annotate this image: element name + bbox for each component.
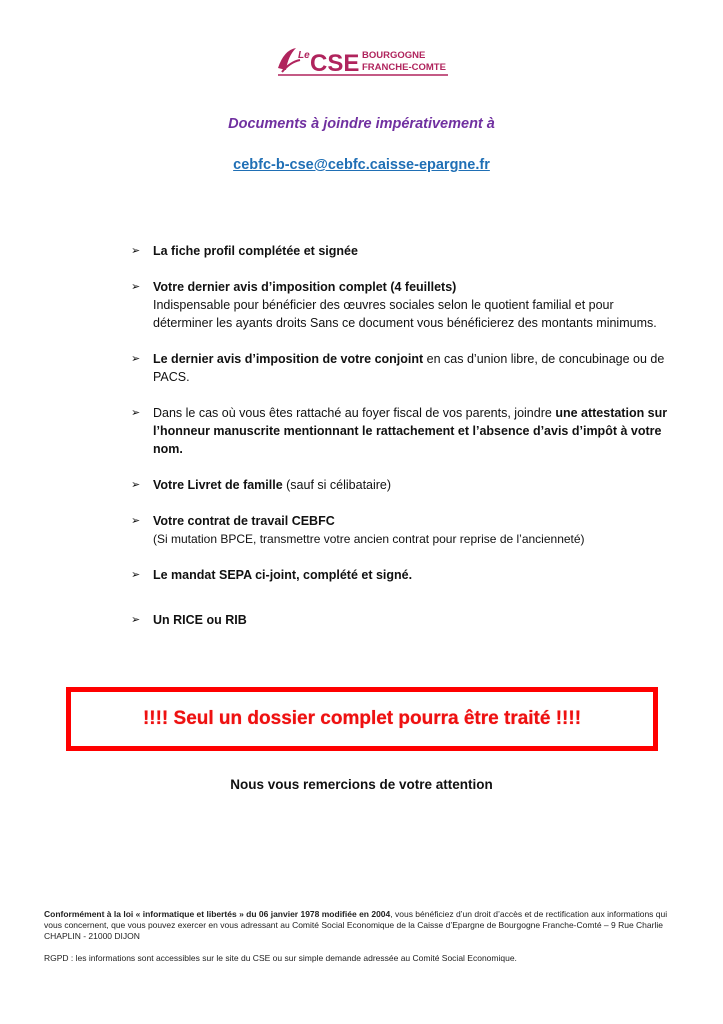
legal-notice: Conformément à la loi « informatique et libertés » du 06 janvier 1978 modifiée en 2004, vous bénéficiez d’un droit d’accès et de rectification aux informations qui vous concernent, que vous pouvez exercer en vous adressant au Comité Social Economique de la Caisse d’Epargne de Bourgogne Franche-Comté – 9 Rue Charlie CHAPLIN - 21000 DIJON xyxy=(44,909,668,941)
arrow-bullet-icon: ➢ xyxy=(131,479,141,491)
list-item-fiche-profil: ➢ La fiche profil complétée et signée xyxy=(131,244,358,258)
rgpd-notice: RGPD : les informations sont accessibles sur le site du CSE ou sur simple demande adressée au Comité Social Economique. xyxy=(44,953,517,963)
email-link[interactable]: cebfc-b-cse@cebfc.caisse-epargne.fr xyxy=(233,157,490,173)
list-item-livret-famille: ➢ Votre Livret de famille (sauf si célibataire) xyxy=(131,478,392,492)
logo-brand: CSE xyxy=(310,50,360,77)
arrow-bullet-icon: ➢ xyxy=(131,353,141,365)
document-list xyxy=(131,242,676,629)
logo-line1: BOURGOGNE xyxy=(362,50,426,61)
warning-box xyxy=(66,687,658,751)
page-heading: Documents à joindre impérativement à xyxy=(228,116,495,132)
arrow-bullet-icon: ➢ xyxy=(131,614,141,626)
warning-text: !!!! Seul un dossier complet pourra être traité !!!! xyxy=(142,708,582,729)
thanks-text: Nous vous remercions de votre attention xyxy=(230,777,493,792)
list-item-rib: ➢ Un RICE ou RIB xyxy=(131,613,247,627)
cse-logo xyxy=(276,44,450,78)
email-line xyxy=(0,157,723,173)
arrow-bullet-icon: ➢ xyxy=(131,245,141,257)
logo-prefix: Le xyxy=(298,50,310,61)
list-item-contrat-travail: ➢ Votre contrat de travail CEBFC (Si mutation BPCE, transmettre votre ancien contrat pour reprise de l’ancienneté) xyxy=(131,514,585,546)
arrow-bullet-icon: ➢ xyxy=(131,281,141,293)
arrow-bullet-icon: ➢ xyxy=(131,569,141,581)
list-item-avis-conjoint: ➢ Le dernier avis d’imposition de votre conjoint en cas d’union libre, de concubinage ou de PACS. xyxy=(131,352,665,384)
list-item-avis-imposition: ➢ Votre dernier avis d’imposition complet (4 feuillets) Indispensable pour bénéficier des œuvres sociales selon le quotient familial et pour déterminer les ayants droits Sans ce document vous bénéficierez des montants minimums. xyxy=(131,280,657,330)
arrow-bullet-icon: ➢ xyxy=(131,515,141,527)
list-item-mandat-sepa: ➢ Le mandat SEPA ci-joint, complété et signé. xyxy=(131,568,413,582)
logo-mark-icon xyxy=(276,44,450,78)
list-item-attestation: ➢ Dans le cas où vous êtes rattaché au foyer fiscal de vos parents, joindre une attestation sur l’honneur manuscrite mentionnant le rattachement et l’absence d’avis d’impôt à votre nom. xyxy=(131,406,668,456)
logo-line2: FRANCHE-COMTE xyxy=(362,62,446,73)
arrow-bullet-icon: ➢ xyxy=(131,407,141,419)
